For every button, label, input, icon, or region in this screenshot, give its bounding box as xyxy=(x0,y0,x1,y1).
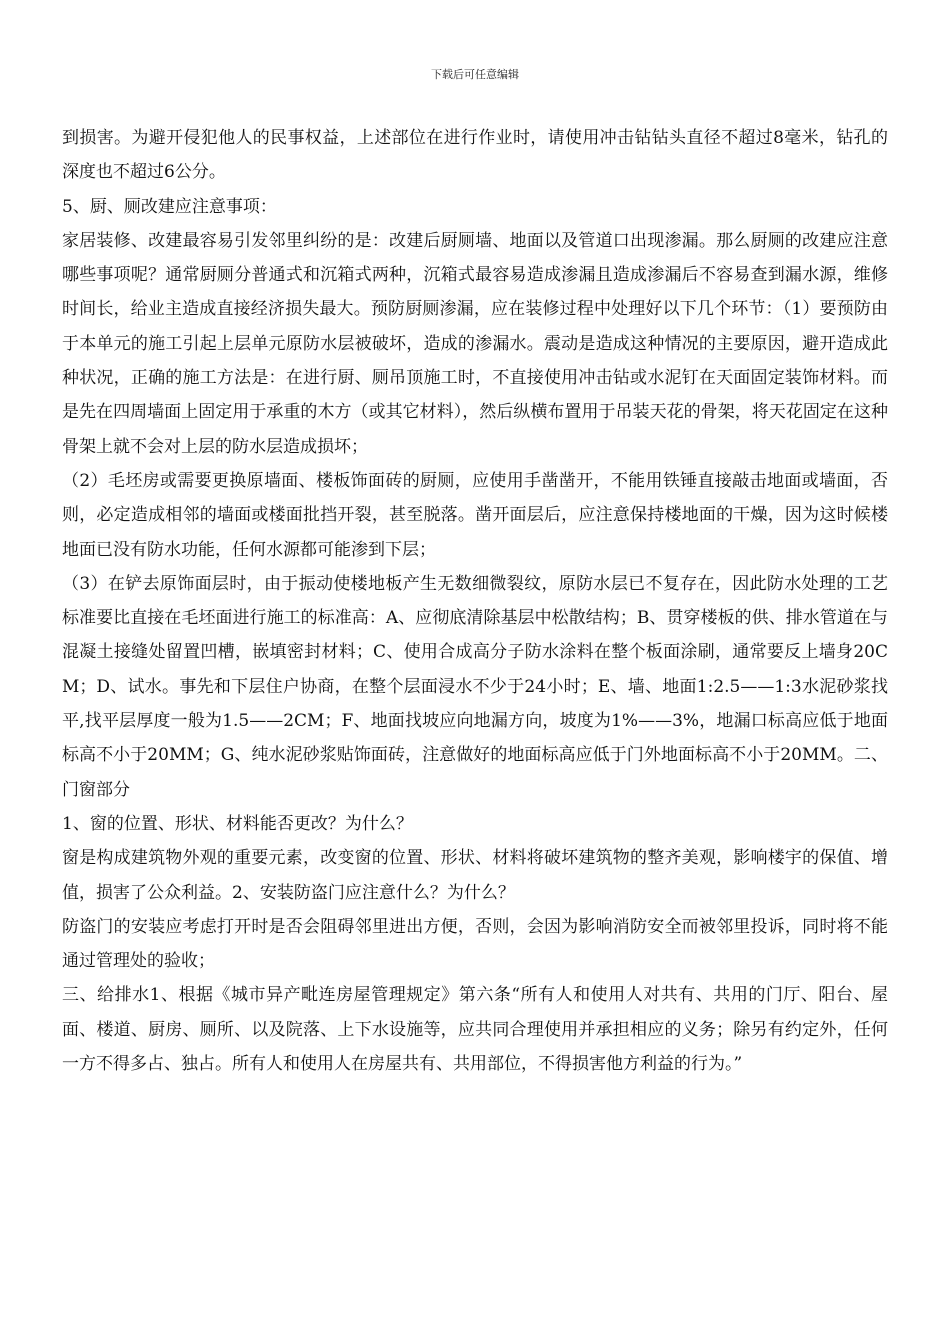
paragraph-water-supply: 三、给排水1、根据《城市异产毗连房屋管理规定》第六条“所有人和使用人对共有、共用的门厅、阳台、屋面、楼道、厨房、厕所、以及院落、上下水设施等，应共同合理使用并承担相应的义务；除另有约定外，任何一方不得多占、独占。所有人和使用人在房屋共有、共用部位，不得损害他方利益的行为。” xyxy=(62,985,888,1075)
section-heading-kitchen-bath: 5、厨、厕改建应注意事项： xyxy=(62,196,277,217)
question-window-change: 1、窗的位置、形状、材料能否更改？为什么？ xyxy=(62,813,413,834)
page-header: 下载后可任意编辑 xyxy=(431,68,519,81)
paragraph-kitchen-bath-intro: 家居装修、改建最容易引发邻里纠纷的是：改建后厨厕墙、地面以及管道口出现渗漏。那么厨厕的改建应注意哪些事项呢？通常厨厕分普通式和沉箱式两种，沉箱式最容易造成渗漏且造成渗漏后不容易查到漏水源，维修时间长，给业主造成直接经济损失最大。预防厨厕渗漏，应在装修过程中处理好以下几个环节：（1）要预防由于本单元的施工引起上层单元原防水层被破坏，造成的渗漏水。震动是造成这种情况的主要原因，避开造成此种状况，正确的施工方法是：在进行厨、厕吊顶施工时，不直接使用冲击钻或水泥钉在天面固定装饰材料。而是先在四周墙面上固定用于承重的木方（或其它材料），然后纵横布置用于吊装天花的骨架，将天花固定在这种骨架上就不会对上层的防水层造成损坏； xyxy=(62,230,888,457)
paragraph-item-3: （3）在铲去原饰面层时，由于振动使楼地板产生无数细微裂纹，原防水层已不复存在，因此防水处理的工艺标准要比直接在毛坯面进行施工的标准高：A、应彻底清除基层中松散结构；B、贯穿楼板的供、排水管道在与混凝土接缝处留置凹槽，嵌填密封材料；C、使用合成高分子防水涂料在整个板面涂刷，通常要反上墙身20CM；D、试水。事先和下层住户协商，在整个层面浸水不少于24小时；E、墙、地面1:2.5——1:3水泥砂浆找平,找平层厚度一般为1.5——2CM；F、地面找坡应向地漏方向，坡度为1%——3%，地漏口标高应低于地面标高不小于20MM；G、纯水泥砂浆贴饰面砖，注意做好的地面标高应低于门外地面标高不小于20MM。二、门窗部分 xyxy=(62,573,888,800)
paragraph-item-2: （2）毛坯房或需要更换原墙面、楼板饰面砖的厨厕，应使用手凿凿开，不能用铁锤直接敲击地面或墙面，否则，必定造成相邻的墙面或楼面批挡开裂，甚至脱落。凿开面层后，应注意保持楼地面的干燥，因为这时候楼地面已没有防水功能，任何水源都可能渗到下层； xyxy=(62,470,888,560)
paragraph-window-answer: 窗是构成建筑物外观的重要元素，改变窗的位置、形状、材料将破坏建筑物的整齐美观，影响楼宇的保值、增值，损害了公众利益。2、安装防盗门应注意什么？为什么？ xyxy=(62,848,888,903)
paragraph-security-door: 防盗门的安装应考虑打开时是否会阻碍邻里进出方便，否则，会因为影响消防安全而被邻里投诉，同时将不能通过管理处的验收； xyxy=(62,916,888,972)
document-body xyxy=(62,121,888,1081)
paragraph-continuation: 到损害。为避开侵犯他人的民事权益，上述部位在进行作业时，请使用冲击钻钻头直径不超过8毫米，钻孔的深度也不超过6公分。 xyxy=(62,128,888,183)
